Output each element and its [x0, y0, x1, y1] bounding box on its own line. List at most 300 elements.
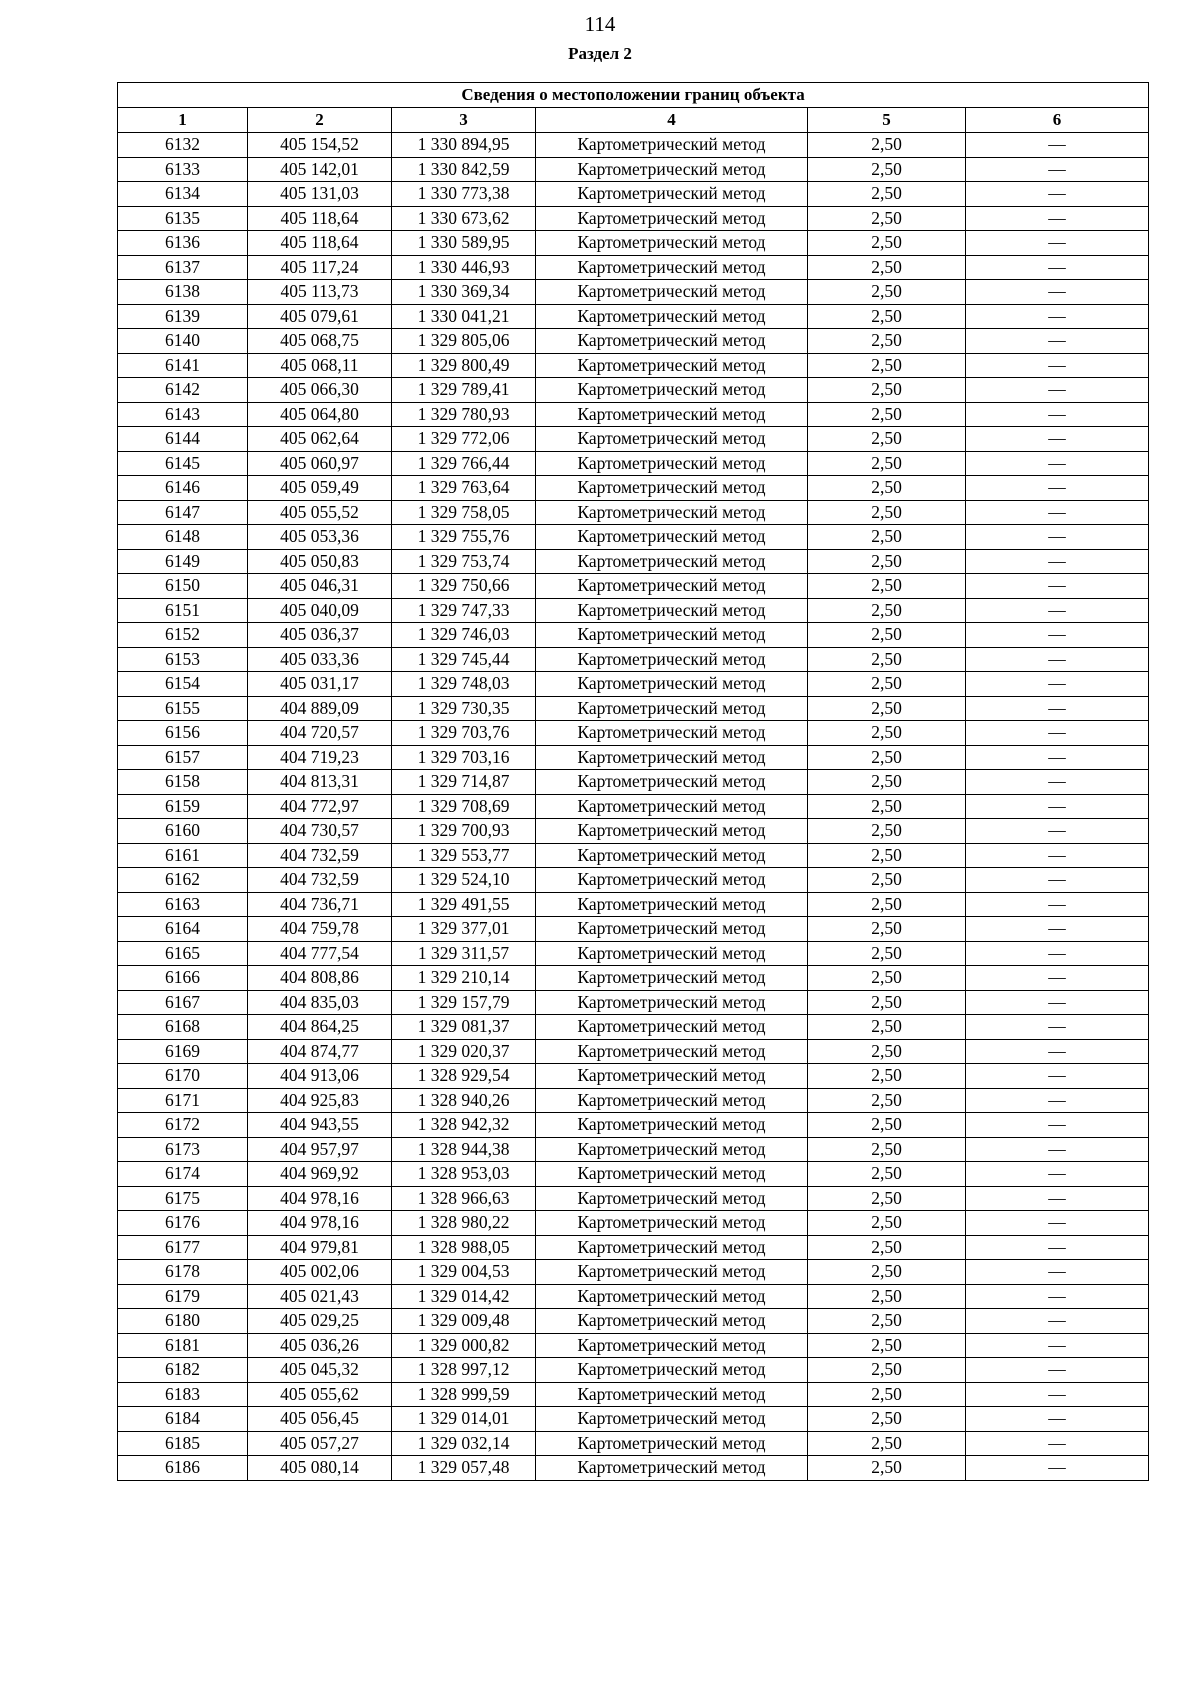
y-coordinate-cell: 1 330 673,62: [392, 206, 536, 231]
description-cell: —: [966, 966, 1149, 991]
y-coordinate-cell: 1 329 747,33: [392, 598, 536, 623]
description-cell: —: [966, 1382, 1149, 1407]
x-coordinate-cell: 405 080,14: [248, 1456, 392, 1481]
y-coordinate-cell: 1 329 004,53: [392, 1260, 536, 1285]
table-row: [118, 623, 1149, 648]
method-cell: Картометрический метод: [536, 819, 808, 844]
description-cell: —: [966, 819, 1149, 844]
y-coordinate-cell: 1 329 753,74: [392, 549, 536, 574]
y-coordinate-cell: 1 329 805,06: [392, 329, 536, 354]
table-row: [118, 1260, 1149, 1285]
table-row: [118, 1162, 1149, 1187]
accuracy-cell: 2,50: [808, 157, 966, 182]
accuracy-cell: 2,50: [808, 843, 966, 868]
description-cell: —: [966, 353, 1149, 378]
accuracy-cell: 2,50: [808, 476, 966, 501]
accuracy-cell: 2,50: [808, 966, 966, 991]
accuracy-cell: 2,50: [808, 1431, 966, 1456]
x-coordinate-cell: 404 925,83: [248, 1088, 392, 1113]
column-header: 2: [248, 108, 392, 133]
method-cell: Картометрический метод: [536, 990, 808, 1015]
table-row: [118, 500, 1149, 525]
method-cell: Картометрический метод: [536, 427, 808, 452]
table-row: [118, 990, 1149, 1015]
point-number-cell: 6140: [118, 329, 248, 354]
x-coordinate-cell: 404 732,59: [248, 843, 392, 868]
point-number-cell: 6139: [118, 304, 248, 329]
table-row: [118, 1407, 1149, 1432]
method-cell: Картометрический метод: [536, 623, 808, 648]
table-row: [118, 1333, 1149, 1358]
point-number-cell: 6163: [118, 892, 248, 917]
table-row: [118, 696, 1149, 721]
point-number-cell: 6177: [118, 1235, 248, 1260]
x-coordinate-cell: 405 118,64: [248, 231, 392, 256]
table-row: [118, 451, 1149, 476]
point-number-cell: 6135: [118, 206, 248, 231]
x-coordinate-cell: 404 732,59: [248, 868, 392, 893]
y-coordinate-cell: 1 329 377,01: [392, 917, 536, 942]
point-number-cell: 6142: [118, 378, 248, 403]
method-cell: Картометрический метод: [536, 133, 808, 158]
accuracy-cell: 2,50: [808, 133, 966, 158]
table-row: [118, 525, 1149, 550]
point-number-cell: 6178: [118, 1260, 248, 1285]
x-coordinate-cell: 405 055,62: [248, 1382, 392, 1407]
y-coordinate-cell: 1 330 842,59: [392, 157, 536, 182]
x-coordinate-cell: 404 759,78: [248, 917, 392, 942]
x-coordinate-cell: 405 060,97: [248, 451, 392, 476]
method-cell: Картометрический метод: [536, 353, 808, 378]
point-number-cell: 6186: [118, 1456, 248, 1481]
y-coordinate-cell: 1 329 014,42: [392, 1284, 536, 1309]
accuracy-cell: 2,50: [808, 1039, 966, 1064]
method-cell: Картометрический метод: [536, 1039, 808, 1064]
accuracy-cell: 2,50: [808, 451, 966, 476]
method-cell: Картометрический метод: [536, 304, 808, 329]
table-row: [118, 843, 1149, 868]
method-cell: Картометрический метод: [536, 1113, 808, 1138]
table-row: [118, 427, 1149, 452]
point-number-cell: 6160: [118, 819, 248, 844]
y-coordinate-cell: 1 329 800,49: [392, 353, 536, 378]
description-cell: —: [966, 1407, 1149, 1432]
x-coordinate-cell: 405 036,37: [248, 623, 392, 648]
accuracy-cell: 2,50: [808, 525, 966, 550]
method-cell: Картометрический метод: [536, 525, 808, 550]
x-coordinate-cell: 405 050,83: [248, 549, 392, 574]
method-cell: Картометрический метод: [536, 892, 808, 917]
x-coordinate-cell: 404 957,97: [248, 1137, 392, 1162]
y-coordinate-cell: 1 329 524,10: [392, 868, 536, 893]
description-cell: —: [966, 427, 1149, 452]
table-row: [118, 353, 1149, 378]
description-cell: —: [966, 1284, 1149, 1309]
description-cell: —: [966, 917, 1149, 942]
method-cell: Картометрический метод: [536, 1382, 808, 1407]
method-cell: Картометрический метод: [536, 1284, 808, 1309]
accuracy-cell: 2,50: [808, 794, 966, 819]
table-row: [118, 868, 1149, 893]
point-number-cell: 6144: [118, 427, 248, 452]
method-cell: Картометрический метод: [536, 1015, 808, 1040]
accuracy-cell: 2,50: [808, 892, 966, 917]
point-number-cell: 6158: [118, 770, 248, 795]
method-cell: Картометрический метод: [536, 574, 808, 599]
accuracy-cell: 2,50: [808, 1456, 966, 1481]
accuracy-cell: 2,50: [808, 1186, 966, 1211]
description-cell: —: [966, 745, 1149, 770]
description-cell: —: [966, 1186, 1149, 1211]
description-cell: —: [966, 1309, 1149, 1334]
y-coordinate-cell: 1 329 000,82: [392, 1333, 536, 1358]
point-number-cell: 6169: [118, 1039, 248, 1064]
table-row: [118, 598, 1149, 623]
y-coordinate-cell: 1 329 748,03: [392, 672, 536, 697]
x-coordinate-cell: 404 808,86: [248, 966, 392, 991]
table-row: [118, 1186, 1149, 1211]
description-cell: —: [966, 476, 1149, 501]
table-row: [118, 1456, 1149, 1481]
y-coordinate-cell: 1 330 041,21: [392, 304, 536, 329]
x-coordinate-cell: 404 979,81: [248, 1235, 392, 1260]
description-cell: —: [966, 1088, 1149, 1113]
y-coordinate-cell: 1 328 953,03: [392, 1162, 536, 1187]
table-row: [118, 647, 1149, 672]
y-coordinate-cell: 1 328 942,32: [392, 1113, 536, 1138]
table-row: [118, 1137, 1149, 1162]
accuracy-cell: 2,50: [808, 819, 966, 844]
y-coordinate-cell: 1 329 553,77: [392, 843, 536, 868]
column-header: 6: [966, 108, 1149, 133]
description-cell: —: [966, 672, 1149, 697]
point-number-cell: 6143: [118, 402, 248, 427]
y-coordinate-cell: 1 329 789,41: [392, 378, 536, 403]
description-cell: —: [966, 1358, 1149, 1383]
method-cell: Картометрический метод: [536, 378, 808, 403]
table-row: [118, 819, 1149, 844]
description-cell: —: [966, 304, 1149, 329]
table-row: [118, 378, 1149, 403]
accuracy-cell: 2,50: [808, 745, 966, 770]
description-cell: —: [966, 598, 1149, 623]
point-number-cell: 6170: [118, 1064, 248, 1089]
y-coordinate-cell: 1 329 057,48: [392, 1456, 536, 1481]
method-cell: Картометрический метод: [536, 1358, 808, 1383]
accuracy-cell: 2,50: [808, 549, 966, 574]
x-coordinate-cell: 405 029,25: [248, 1309, 392, 1334]
description-cell: —: [966, 182, 1149, 207]
table-row: [118, 329, 1149, 354]
accuracy-cell: 2,50: [808, 1407, 966, 1432]
point-number-cell: 6133: [118, 157, 248, 182]
x-coordinate-cell: 404 720,57: [248, 721, 392, 746]
x-coordinate-cell: 404 943,55: [248, 1113, 392, 1138]
method-cell: Картометрический метод: [536, 280, 808, 305]
point-number-cell: 6181: [118, 1333, 248, 1358]
accuracy-cell: 2,50: [808, 574, 966, 599]
point-number-cell: 6146: [118, 476, 248, 501]
y-coordinate-cell: 1 329 708,69: [392, 794, 536, 819]
point-number-cell: 6179: [118, 1284, 248, 1309]
point-number-cell: 6137: [118, 255, 248, 280]
method-cell: Картометрический метод: [536, 1456, 808, 1481]
point-number-cell: 6184: [118, 1407, 248, 1432]
description-cell: —: [966, 1039, 1149, 1064]
method-cell: Картометрический метод: [536, 770, 808, 795]
point-number-cell: 6164: [118, 917, 248, 942]
point-number-cell: 6174: [118, 1162, 248, 1187]
method-cell: Картометрический метод: [536, 647, 808, 672]
description-cell: —: [966, 525, 1149, 550]
point-number-cell: 6138: [118, 280, 248, 305]
accuracy-cell: 2,50: [808, 917, 966, 942]
y-coordinate-cell: 1 329 210,14: [392, 966, 536, 991]
y-coordinate-cell: 1 328 997,12: [392, 1358, 536, 1383]
table-row: [118, 255, 1149, 280]
point-number-cell: 6141: [118, 353, 248, 378]
method-cell: Картометрический метод: [536, 745, 808, 770]
table-row: [118, 672, 1149, 697]
y-coordinate-cell: 1 329 745,44: [392, 647, 536, 672]
method-cell: Картометрический метод: [536, 868, 808, 893]
description-cell: —: [966, 868, 1149, 893]
y-coordinate-cell: 1 329 758,05: [392, 500, 536, 525]
accuracy-cell: 2,50: [808, 721, 966, 746]
method-cell: Картометрический метод: [536, 402, 808, 427]
description-cell: —: [966, 696, 1149, 721]
accuracy-cell: 2,50: [808, 1211, 966, 1236]
table-row: [118, 157, 1149, 182]
x-coordinate-cell: 405 118,64: [248, 206, 392, 231]
table-row: [118, 206, 1149, 231]
accuracy-cell: 2,50: [808, 1309, 966, 1334]
accuracy-cell: 2,50: [808, 1235, 966, 1260]
x-coordinate-cell: 405 059,49: [248, 476, 392, 501]
table-row: [118, 476, 1149, 501]
description-cell: —: [966, 1064, 1149, 1089]
method-cell: Картометрический метод: [536, 329, 808, 354]
description-cell: —: [966, 1015, 1149, 1040]
point-number-cell: 6151: [118, 598, 248, 623]
x-coordinate-cell: 404 864,25: [248, 1015, 392, 1040]
description-cell: —: [966, 1162, 1149, 1187]
table-row: [118, 1015, 1149, 1040]
description-cell: —: [966, 721, 1149, 746]
description-cell: —: [966, 231, 1149, 256]
y-coordinate-cell: 1 330 773,38: [392, 182, 536, 207]
point-number-cell: 6165: [118, 941, 248, 966]
y-coordinate-cell: 1 329 763,64: [392, 476, 536, 501]
x-coordinate-cell: 404 874,77: [248, 1039, 392, 1064]
column-header: 4: [536, 108, 808, 133]
table-body: [118, 133, 1149, 1481]
y-coordinate-cell: 1 330 446,93: [392, 255, 536, 280]
y-coordinate-cell: 1 329 780,93: [392, 402, 536, 427]
description-cell: —: [966, 1137, 1149, 1162]
accuracy-cell: 2,50: [808, 427, 966, 452]
x-coordinate-cell: 405 064,80: [248, 402, 392, 427]
description-cell: —: [966, 402, 1149, 427]
y-coordinate-cell: 1 329 746,03: [392, 623, 536, 648]
point-number-cell: 6171: [118, 1088, 248, 1113]
description-cell: —: [966, 574, 1149, 599]
y-coordinate-cell: 1 328 988,05: [392, 1235, 536, 1260]
accuracy-cell: 2,50: [808, 770, 966, 795]
point-number-cell: 6150: [118, 574, 248, 599]
x-coordinate-cell: 405 053,36: [248, 525, 392, 550]
y-coordinate-cell: 1 329 766,44: [392, 451, 536, 476]
column-header: 3: [392, 108, 536, 133]
column-header: 5: [808, 108, 966, 133]
method-cell: Картометрический метод: [536, 1186, 808, 1211]
x-coordinate-cell: 405 002,06: [248, 1260, 392, 1285]
y-coordinate-cell: 1 329 157,79: [392, 990, 536, 1015]
accuracy-cell: 2,50: [808, 280, 966, 305]
point-number-cell: 6172: [118, 1113, 248, 1138]
x-coordinate-cell: 405 068,75: [248, 329, 392, 354]
x-coordinate-cell: 405 079,61: [248, 304, 392, 329]
table-row: [118, 721, 1149, 746]
table-row: [118, 1284, 1149, 1309]
point-number-cell: 6153: [118, 647, 248, 672]
point-number-cell: 6175: [118, 1186, 248, 1211]
y-coordinate-cell: 1 329 703,16: [392, 745, 536, 770]
method-cell: Картометрический метод: [536, 917, 808, 942]
x-coordinate-cell: 404 772,97: [248, 794, 392, 819]
x-coordinate-cell: 404 813,31: [248, 770, 392, 795]
method-cell: Картометрический метод: [536, 941, 808, 966]
description-cell: —: [966, 329, 1149, 354]
description-cell: —: [966, 1260, 1149, 1285]
description-cell: —: [966, 990, 1149, 1015]
description-cell: —: [966, 770, 1149, 795]
description-cell: —: [966, 623, 1149, 648]
accuracy-cell: 2,50: [808, 941, 966, 966]
table-row: [118, 549, 1149, 574]
accuracy-cell: 2,50: [808, 647, 966, 672]
y-coordinate-cell: 1 329 703,76: [392, 721, 536, 746]
x-coordinate-cell: 405 117,24: [248, 255, 392, 280]
y-coordinate-cell: 1 329 020,37: [392, 1039, 536, 1064]
method-cell: Картометрический метод: [536, 451, 808, 476]
accuracy-cell: 2,50: [808, 1015, 966, 1040]
method-cell: Картометрический метод: [536, 1137, 808, 1162]
description-cell: —: [966, 280, 1149, 305]
accuracy-cell: 2,50: [808, 868, 966, 893]
point-number-cell: 6185: [118, 1431, 248, 1456]
accuracy-cell: 2,50: [808, 1260, 966, 1285]
table-row: [118, 574, 1149, 599]
accuracy-cell: 2,50: [808, 1162, 966, 1187]
x-coordinate-cell: 405 142,01: [248, 157, 392, 182]
x-coordinate-cell: 404 835,03: [248, 990, 392, 1015]
accuracy-cell: 2,50: [808, 1113, 966, 1138]
table-row: [118, 745, 1149, 770]
accuracy-cell: 2,50: [808, 182, 966, 207]
x-coordinate-cell: 405 057,27: [248, 1431, 392, 1456]
y-coordinate-cell: 1 330 894,95: [392, 133, 536, 158]
table-row: [118, 1382, 1149, 1407]
method-cell: Картометрический метод: [536, 598, 808, 623]
method-cell: Картометрический метод: [536, 1309, 808, 1334]
table-row: [118, 133, 1149, 158]
description-cell: —: [966, 549, 1149, 574]
point-number-cell: 6134: [118, 182, 248, 207]
accuracy-cell: 2,50: [808, 990, 966, 1015]
table-row: [118, 1309, 1149, 1334]
y-coordinate-cell: 1 329 730,35: [392, 696, 536, 721]
table-row: [118, 1039, 1149, 1064]
column-number-row: [118, 108, 1149, 133]
y-coordinate-cell: 1 329 772,06: [392, 427, 536, 452]
point-number-cell: 6161: [118, 843, 248, 868]
x-coordinate-cell: 404 913,06: [248, 1064, 392, 1089]
table-row: [118, 1211, 1149, 1236]
y-coordinate-cell: 1 328 940,26: [392, 1088, 536, 1113]
description-cell: —: [966, 1211, 1149, 1236]
description-cell: —: [966, 133, 1149, 158]
table-row: [118, 941, 1149, 966]
y-coordinate-cell: 1 330 589,95: [392, 231, 536, 256]
x-coordinate-cell: 405 056,45: [248, 1407, 392, 1432]
table-row: [118, 1358, 1149, 1383]
y-coordinate-cell: 1 328 980,22: [392, 1211, 536, 1236]
method-cell: Картометрический метод: [536, 1235, 808, 1260]
table-row: [118, 1431, 1149, 1456]
point-number-cell: 6183: [118, 1382, 248, 1407]
point-number-cell: 6154: [118, 672, 248, 697]
accuracy-cell: 2,50: [808, 231, 966, 256]
point-number-cell: 6182: [118, 1358, 248, 1383]
description-cell: —: [966, 157, 1149, 182]
y-coordinate-cell: 1 329 491,55: [392, 892, 536, 917]
description-cell: —: [966, 206, 1149, 231]
description-cell: —: [966, 941, 1149, 966]
x-coordinate-cell: 404 777,54: [248, 941, 392, 966]
table-title: Сведения о местоположении границ объекта: [118, 83, 1149, 108]
x-coordinate-cell: 405 066,30: [248, 378, 392, 403]
method-cell: Картометрический метод: [536, 1431, 808, 1456]
table-row: [118, 770, 1149, 795]
x-coordinate-cell: 405 113,73: [248, 280, 392, 305]
accuracy-cell: 2,50: [808, 696, 966, 721]
point-number-cell: 6173: [118, 1137, 248, 1162]
accuracy-cell: 2,50: [808, 623, 966, 648]
y-coordinate-cell: 1 329 700,93: [392, 819, 536, 844]
point-number-cell: 6162: [118, 868, 248, 893]
x-coordinate-cell: 405 046,31: [248, 574, 392, 599]
accuracy-cell: 2,50: [808, 1333, 966, 1358]
accuracy-cell: 2,50: [808, 304, 966, 329]
y-coordinate-cell: 1 328 966,63: [392, 1186, 536, 1211]
x-coordinate-cell: 405 154,52: [248, 133, 392, 158]
y-coordinate-cell: 1 329 032,14: [392, 1431, 536, 1456]
description-cell: —: [966, 1113, 1149, 1138]
table-row: [118, 794, 1149, 819]
method-cell: Картометрический метод: [536, 1407, 808, 1432]
y-coordinate-cell: 1 329 755,76: [392, 525, 536, 550]
method-cell: Картометрический метод: [536, 966, 808, 991]
y-coordinate-cell: 1 328 999,59: [392, 1382, 536, 1407]
method-cell: Картометрический метод: [536, 231, 808, 256]
point-number-cell: 6157: [118, 745, 248, 770]
y-coordinate-cell: 1 328 944,38: [392, 1137, 536, 1162]
method-cell: Картометрический метод: [536, 1211, 808, 1236]
table-row: [118, 917, 1149, 942]
y-coordinate-cell: 1 329 081,37: [392, 1015, 536, 1040]
method-cell: Картометрический метод: [536, 843, 808, 868]
